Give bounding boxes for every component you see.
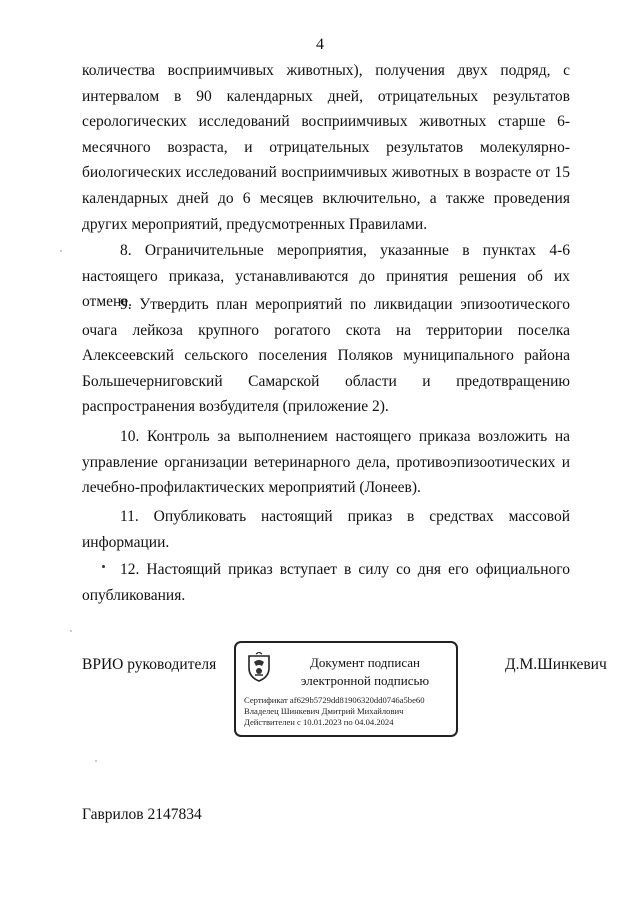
footer-note: Гаврилов 2147834 (82, 806, 202, 823)
stamp-certificate: Сертификат af629b5729dd81906320dd0746a5be60 (244, 695, 425, 705)
paragraph-9: 9. Утвердить план мероприятий по ликвидации эпизоотического очага лейкоза крупного рогатого скота на территории поселка Алексеевский сельского поселения Поляков муниципального района Большечерниговский Самарской области и предотвращению распространения возбудителя (приложение 2). (82, 296, 570, 416)
scan-speck (70, 630, 72, 632)
stamp-title-line1: Документ подписан (310, 655, 420, 670)
paragraph-8: 8. Ограничительные мероприятия, указанные в пунктах 4-6 настоящего приказа, устанавливаются до принятия решения об их отмене. (82, 242, 570, 311)
stamp-title-line2: электронной подписью (300, 673, 430, 688)
paragraph-10: 10. Контроль за выполнением настоящего приказа возложить на управление организации ветеринарного дела, противоэпизоотических и лечебно-профилактических мероприятий (Лонеев). (82, 428, 570, 497)
electronic-signature-stamp (234, 641, 458, 737)
paragraph-12: 12. Настоящий приказ вступает в силу со дня его официального опубликования. (82, 561, 570, 604)
coat-of-arms-icon (246, 652, 272, 682)
signatory-position: ВРИО руководителя (82, 656, 217, 673)
stamp-validity: Действителен с 10.01.2023 по 04.04.2024 (244, 717, 394, 727)
paragraph-continuation: количества восприимчивых животных), получения двух подряд, с интервалом в 90 календарных дней, отрицательных результатов серологических исследований восприимчивых животных старше 6-месячного возраста, и отрицательных результатов молекулярно-биологических исследований восприимчивых животных в возрасте от 15 календарных дней до 6 месяцев включительно, а также проведения других мероприятий, предусмотренных Правилами. (82, 62, 570, 233)
paragraph-11: 11. Опубликовать настоящий приказ в средствах массовой информации. (82, 508, 570, 551)
signatory-name: Д.М.Шинкевич (505, 656, 607, 673)
scan-speck (60, 250, 62, 252)
stamp-owner: Владелец Шинкевич Дмитрий Михайлович (244, 706, 404, 716)
scan-speck (95, 760, 97, 762)
stamp-title (276, 654, 454, 690)
scan-speck (102, 565, 105, 568)
page-number: 4 (316, 36, 324, 53)
